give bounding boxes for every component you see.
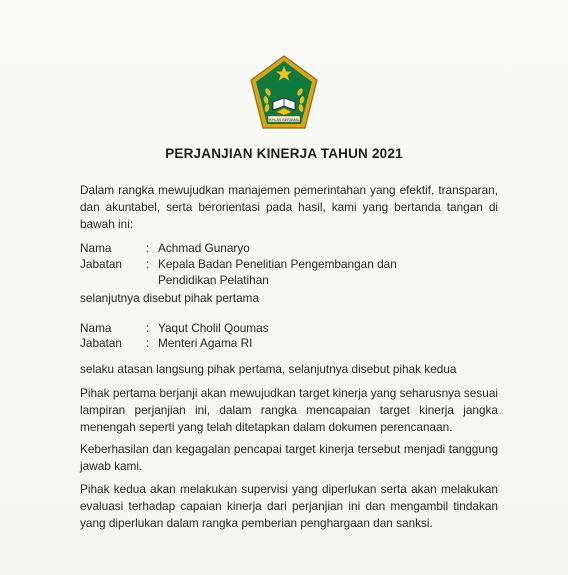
party1-note: selanjutnya disebut pihak pertama (80, 291, 260, 305)
party2-name-label: Nama (80, 321, 112, 335)
supervision-paragraph: Pihak kedua akan melakukan supervisi yang diperlukan serta akan melakukan evaluasi terhadap capaian kinerja dari perjanjian ini dan mengambil tindakan yang diperlukan dalam rangka pemberian penghargaan dan sanksi. (80, 482, 498, 530)
responsibility-paragraph: Keberhasilan dan kegagalan pencapai target kinerja tersebut menjadi tanggung jawab kami. (80, 442, 498, 473)
party2-name-value: Yaqut Cholil Qoumas (158, 321, 269, 335)
document-title: PERJANJIAN KINERJA TAHUN 2021 (165, 146, 403, 161)
party1-position-row (80, 256, 458, 288)
party1-position-label: Jabatan (80, 257, 122, 271)
party2-position-row (80, 335, 478, 351)
intro-paragraph: Dalam rangka mewujudkan manajemen pemerintahan yang efektif, transparan, dan akuntabel, serta berorientasi pada hasil, kami yang bertanda tangan di bawah ini: (80, 183, 498, 231)
party2-name-row (80, 320, 478, 336)
party1-name-row (80, 240, 478, 256)
commitment-paragraph: Pihak pertama berjanji akan mewujudkan target kinerja yang seharusnya sesuai lampiran perjanjian ini, dalam rangka mencapaian target kinerja jangka menengah seperti yang telah ditetapkan dalam dokumen perencanaan. (80, 386, 498, 434)
party1-name-label: Nama (80, 241, 112, 255)
party2-name-separator: : (146, 321, 150, 335)
emblem-banner-text: IKHLAS BERAMAL (268, 117, 300, 122)
kemenag-emblem-icon (249, 54, 319, 132)
party2-position-label: Jabatan (80, 336, 122, 350)
party1-name-value: Achmad Gunaryo (158, 241, 250, 255)
party1-position-separator: : (146, 257, 150, 271)
party1-position-value: Kepala Badan Penelitian Pengembangan dan Pendidikan Pelatihan (158, 257, 397, 287)
party2-note: selaku atasan langsung pihak pertama, selanjutnya disebut pihak kedua (80, 362, 457, 376)
party1-name-separator: : (146, 241, 150, 255)
party2-position-value: Menteri Agama RI (158, 336, 253, 350)
party2-position-separator: : (146, 336, 150, 350)
